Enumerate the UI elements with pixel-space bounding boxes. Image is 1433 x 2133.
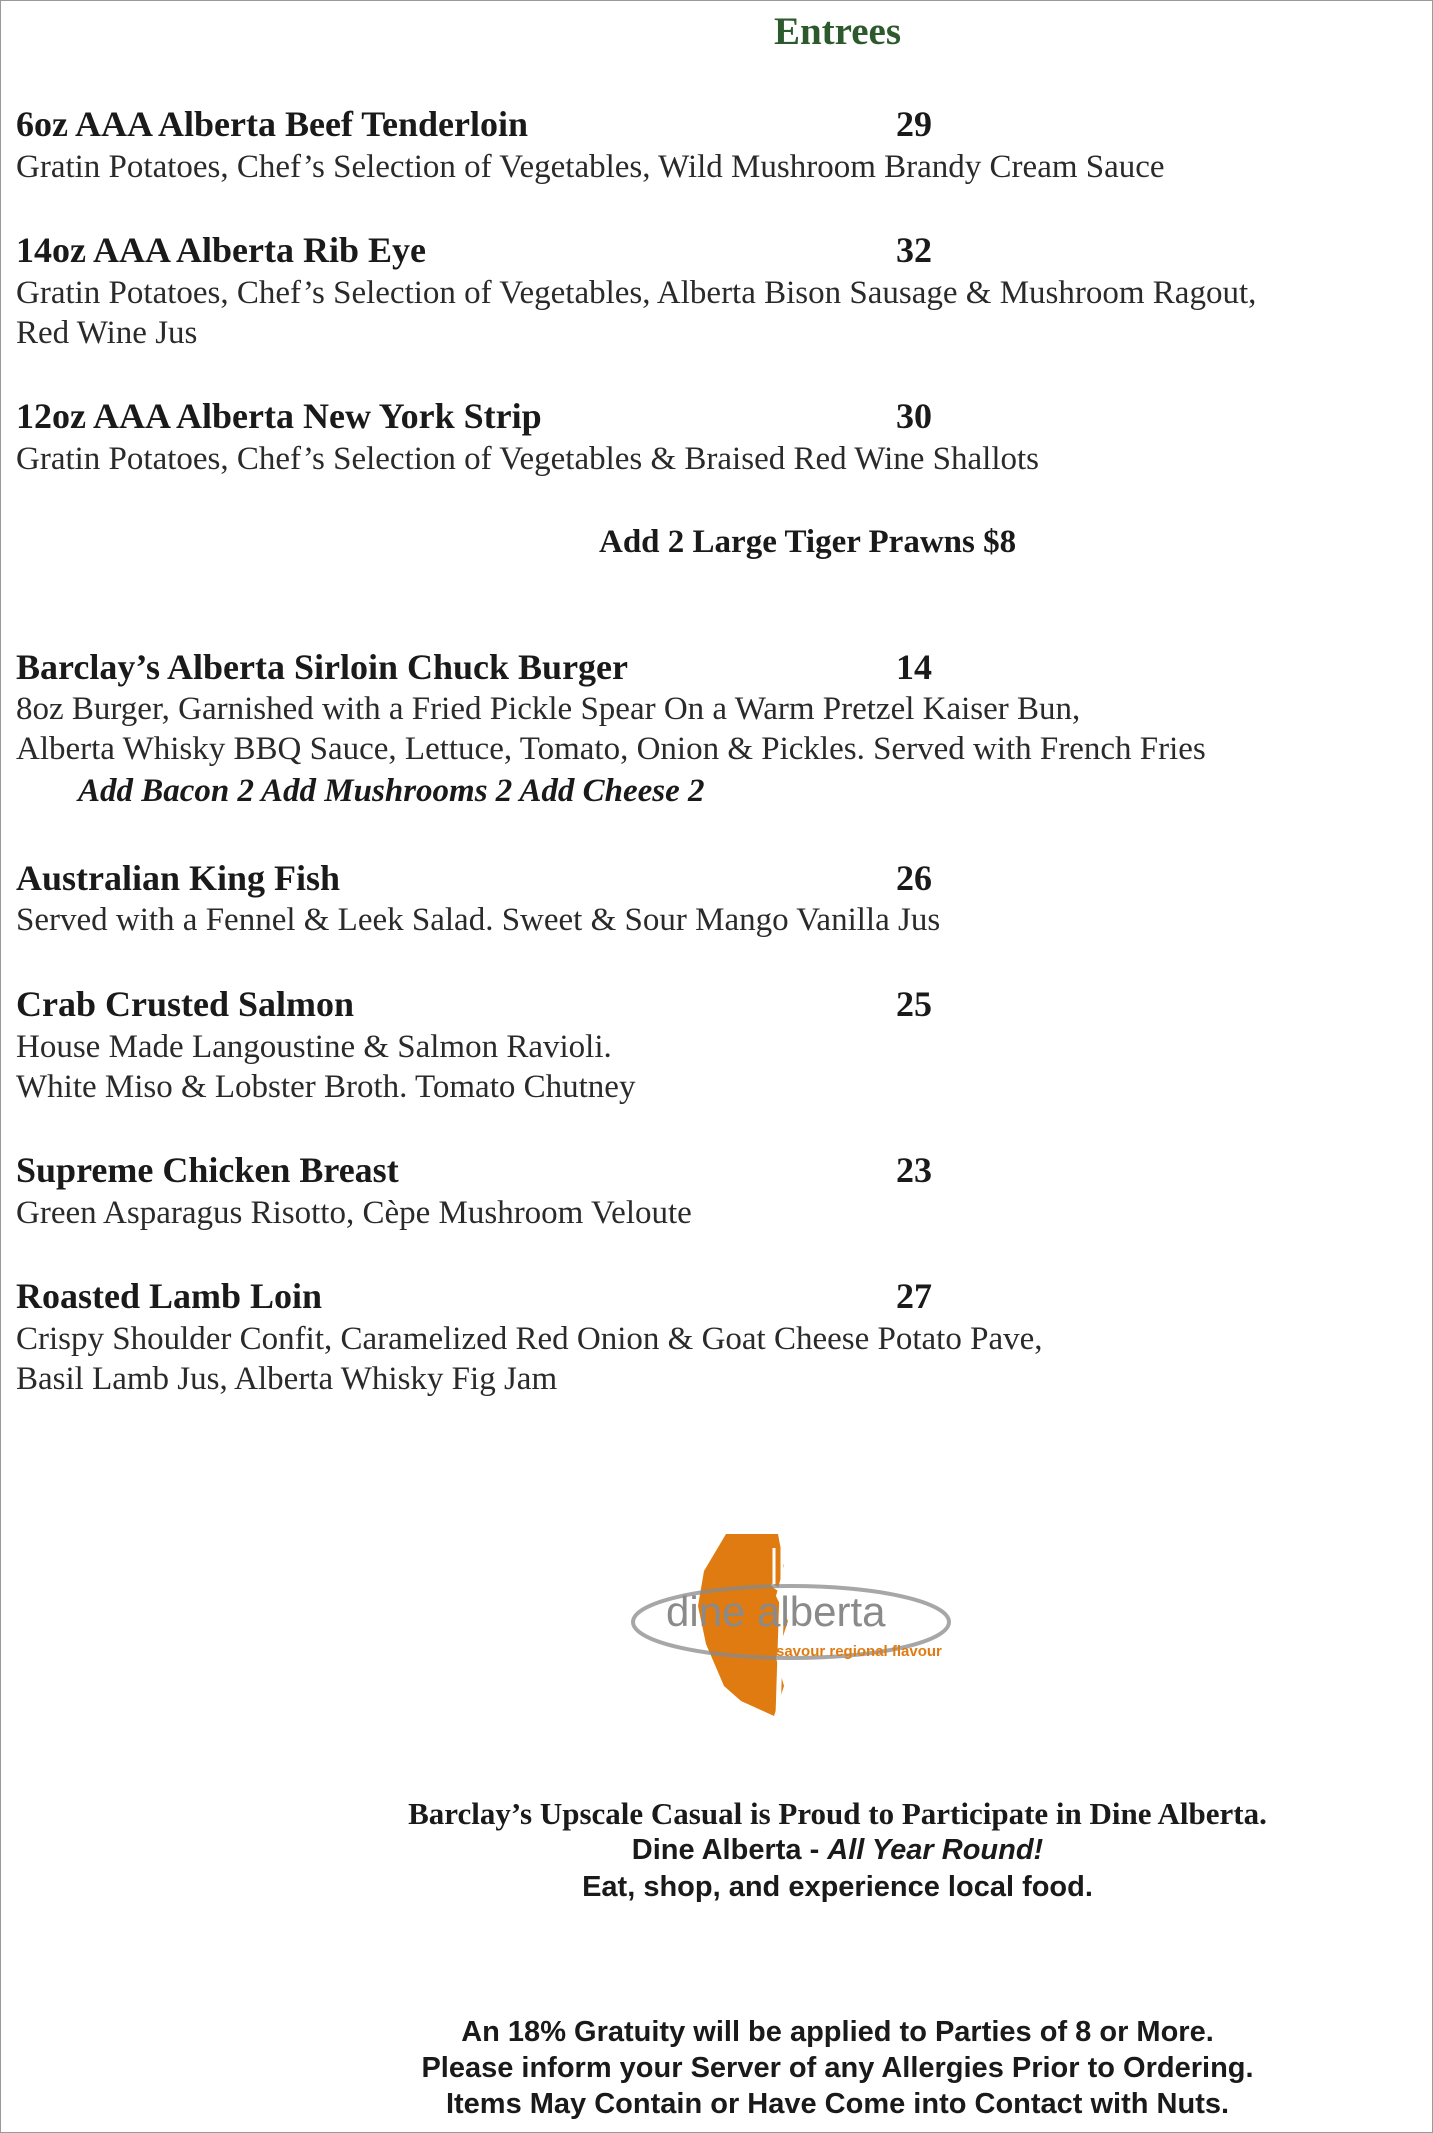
item-name-king-fish: Australian King Fish xyxy=(16,858,341,898)
item-name-crab-salmon: Crab Crusted Salmon xyxy=(16,984,355,1024)
allergy-notice: Please inform your Server of any Allergies Prior to Ordering. xyxy=(421,2052,1254,2084)
item-desc-king-fish: Served with a Fennel & Leek Salad. Sweet & Sour Mango Vanilla Jus xyxy=(16,902,941,938)
dine-alberta-suffix: All Year Round! xyxy=(827,1834,1044,1866)
participate-statement: Barclay’s Upscale Casual is Proud to Participate in Dine Alberta. xyxy=(408,1796,1267,1831)
item-price-chicken-breast: 23 xyxy=(896,1150,932,1190)
item-desc-crab-salmon-line2: White Miso & Lobster Broth. Tomato Chutney xyxy=(16,1069,636,1105)
item-desc-chicken-breast: Green Asparagus Risotto, Cèpe Mushroom Veloute xyxy=(16,1195,692,1231)
item-price-king-fish: 26 xyxy=(896,858,932,898)
section-title: Entrees xyxy=(773,10,902,53)
item-desc-crab-salmon-line1: House Made Langoustine & Salmon Ravioli. xyxy=(16,1029,612,1065)
item-desc-rib-eye-line2: Red Wine Jus xyxy=(16,315,198,351)
local-food-statement: Eat, shop, and experience local food. xyxy=(582,1871,1093,1903)
item-name-lamb-loin: Roasted Lamb Loin xyxy=(16,1276,323,1316)
item-desc-chuck-burger-line1: 8oz Burger, Garnished with a Fried Pickle Spear On a Warm Pretzel Kaiser Bun, xyxy=(16,691,1081,727)
item-price-new-york-strip: 30 xyxy=(896,396,932,436)
item-price-crab-salmon: 25 xyxy=(896,984,932,1024)
item-price-beef-tenderloin: 29 xyxy=(896,104,932,144)
item-desc-lamb-loin-line2: Basil Lamb Jus, Alberta Whisky Fig Jam xyxy=(16,1361,558,1397)
nuts-notice: Items May Contain or Have Come into Contact with Nuts. xyxy=(445,2088,1230,2120)
item-name-new-york-strip: 12oz AAA Alberta New York Strip xyxy=(16,396,542,436)
item-desc-beef-tenderloin: Gratin Potatoes, Chef’s Selection of Vegetables, Wild Mushroom Brandy Cream Sauce xyxy=(16,149,1165,185)
dine-alberta-logo xyxy=(626,1526,986,1726)
item-price-chuck-burger: 14 xyxy=(896,647,932,687)
item-name-rib-eye: 14oz AAA Alberta Rib Eye xyxy=(16,230,426,270)
item-desc-chuck-burger-line2: Alberta Whisky BBQ Sauce, Lettuce, Tomato, Onion & Pickles. Served with French Fries xyxy=(16,731,1206,767)
item-name-chuck-burger: Barclay’s Alberta Sirloin Chuck Burger xyxy=(16,647,628,687)
item-name-beef-tenderloin: 6oz AAA Alberta Beef Tenderloin xyxy=(16,104,528,144)
logo-tagline: savour regional flavour xyxy=(776,1643,942,1660)
logo-wordmark: dine alberta xyxy=(666,1588,886,1635)
item-desc-lamb-loin-line1: Crispy Shoulder Confit, Caramelized Red Onion & Goat Cheese Potato Pave, xyxy=(16,1321,1043,1357)
burger-extras: Add Bacon 2 Add Mushrooms 2 Add Cheese 2 xyxy=(78,773,705,809)
item-price-rib-eye: 32 xyxy=(896,230,932,270)
gratuity-notice: An 18% Gratuity will be applied to Parties of 8 or More. xyxy=(461,2016,1214,2048)
dine-alberta-prefix: Dine Alberta - xyxy=(631,1834,828,1866)
item-price-lamb-loin: 27 xyxy=(896,1276,932,1316)
dine-alberta-tagline xyxy=(1,1834,1433,1867)
item-desc-rib-eye-line1: Gratin Potatoes, Chef’s Selection of Vegetables, Alberta Bison Sausage & Mushroom Ragout, xyxy=(16,275,1257,311)
item-name-chicken-breast: Supreme Chicken Breast xyxy=(16,1150,399,1190)
item-desc-new-york-strip: Gratin Potatoes, Chef’s Selection of Vegetables & Braised Red Wine Shallots xyxy=(16,441,1040,477)
steak-addon-prawns: Add 2 Large Tiger Prawns $8 xyxy=(599,524,1017,560)
